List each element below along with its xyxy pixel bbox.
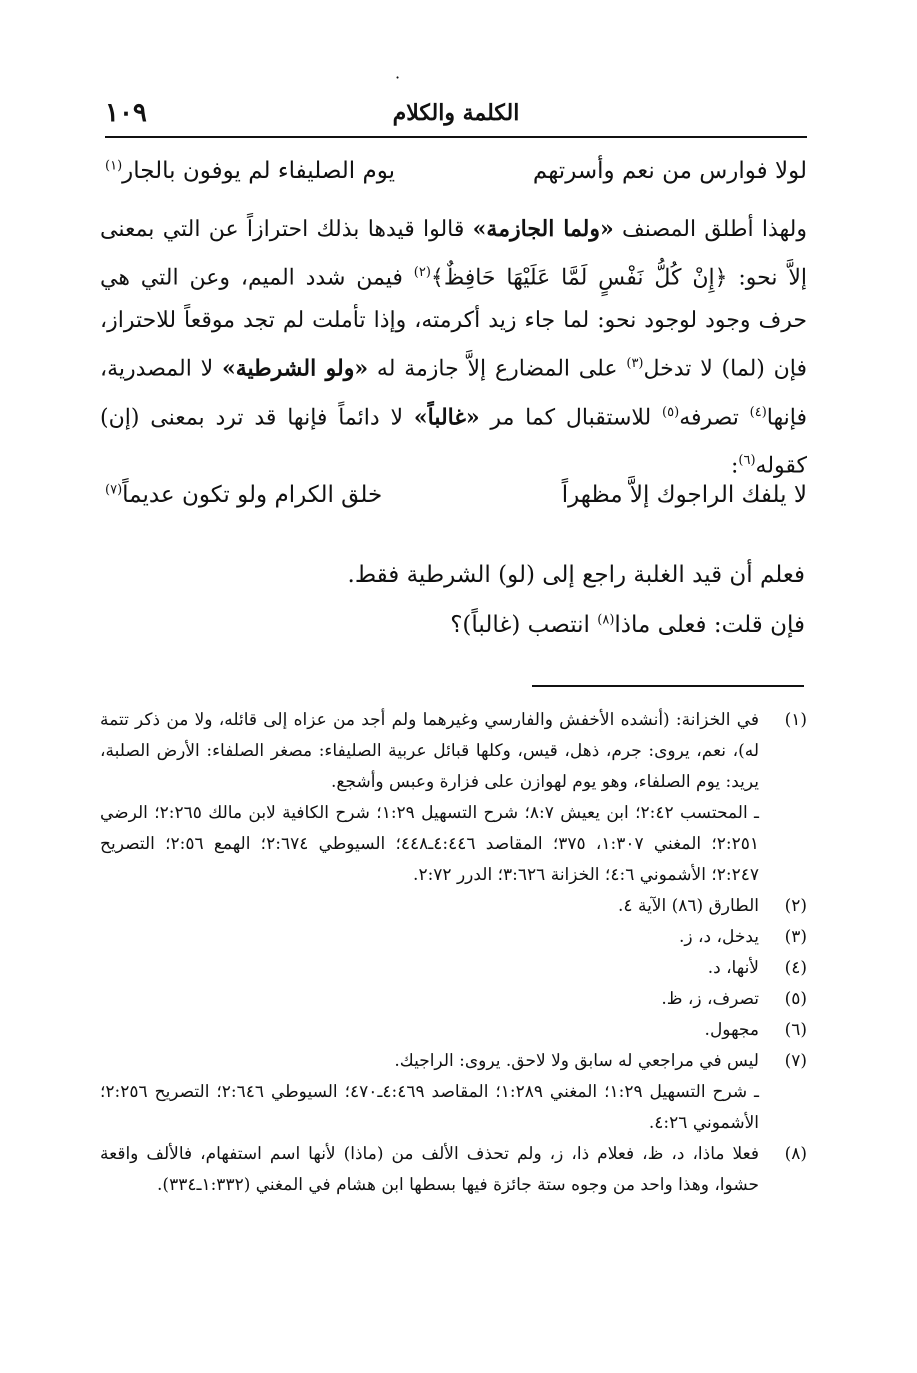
footnote-ref-3: (٣) <box>626 356 644 372</box>
footnote-number: (٦) <box>784 1020 807 1040</box>
verse-1-first-hemistich: لولا فوارس من نعم وأسرتهم <box>532 158 807 184</box>
footnote-1 <box>100 705 807 891</box>
footnote-number: (٨) <box>784 1144 807 1164</box>
footnote-ref-8: (٨) <box>597 612 615 628</box>
bold-term-ghaliban: «غالباً» <box>413 403 480 430</box>
footnote-number: (١) <box>784 710 807 730</box>
footnote-4 <box>100 953 807 984</box>
verse-line-1 <box>105 158 807 184</box>
footnote-ref-5: (٥) <box>662 404 680 420</box>
verse-2-first-hemistich: لا يلفك الراجوك إلاَّ مظهراً <box>561 482 807 508</box>
footnote-text: تصرف، ز، ظ. <box>661 989 759 1009</box>
footnote-number: (٢) <box>784 896 807 916</box>
question-line: فإن قلت: فعلى ماذا$^{(٨)}$ انتصب (غالباً)؟ <box>450 612 805 638</box>
verse-line-2 <box>105 482 807 508</box>
bold-term-lamma: «ولما الجازمة» <box>472 216 614 242</box>
footnote-7 <box>100 1046 807 1139</box>
footnote-text: يدخل، د، ز. <box>678 927 759 947</box>
footnote-text: الطارق (٨٦) الآية ٤. <box>618 896 759 916</box>
footnote-ref-6: (٦) <box>738 452 756 468</box>
footnote-6 <box>100 1015 807 1046</box>
footnote-ref-2: (٢) <box>413 265 431 280</box>
footnote-number: (٤) <box>784 958 807 978</box>
footnote-ref-7: (٧) <box>105 482 123 498</box>
footnote-text: فعلا ماذا، د، ظ، فعلام ذا، ز، ولم تحذف الألف من (ماذا) لأنها اسم استفهام، فالألف واقعة حشوا، وهذا واحد من وجوه ستة جائزة فيها بسطها ابن هشام في المغني (١:٣٣٢ـ٣٣٤). <box>100 1144 759 1195</box>
footnote-text: ليس في مراجعي له سابق ولا لاحق. يروى: الراجيك. ـ شرح التسهيل ١:٢٩؛ المغني ١:٢٨٩؛ المقاصد ٤:٤٦٩ـ٤٧٠؛ السيوطي ٢:٦٤٦؛ التصريح ٢:٢٥٦؛ الأشموني ٤:٢٦. <box>100 1051 759 1133</box>
verse-1-second-hemistich: يوم الصليفاء لم يوفون بالجار$^{(١)}$ <box>105 158 396 184</box>
footnote-3 <box>100 922 807 953</box>
main-paragraph: ولهذا أطلق المصنف «ولما الجازمة» قالوا قيدها بذلك احترازاً عن التي بمعنى إلاَّ نحو: ﴿إِنْ كُلُّ نَفْسٍ لَمَّا عَلَيْهَا حَافِظٌ﴾$^{(٢)}$ فيمن شدد الميم، وعن التي هي حرف وجود لوجود نحو: لما جاء زيد أكرمته، وإذا تأملت لم تجد موقعاً للاحتراز، فإن (لما) لا تدخل$^{(٣)}$ على المضارع إلاَّ جازمة له «ولو الشرطية» لا المصدرية، فإنها$^{(٤)}$ تصرفه$^{(٥)}$ للاستقبال كما مر «غالباً» لا دائماً فإنها قد ترد بمعنى (إن) كقوله$^{(٦)}$: <box>100 216 808 479</box>
footnote-number: (٣) <box>784 927 807 947</box>
footnote-text: في الخزانة: (أنشده الأخفش والفارسي وغيرهما ولم أجد من عزاه إلى قائله، ولا من ذكر تتمة له)، نعم، يروى: جرم، ذهل، قيس، وكلها قبائل عربية الصليفاء: مصغر الصلفاء: الأرض الصلبة، يريد: يوم الصلفاء، وهو يوم لهوازن على فزارة وعبس وأشجع. ـ المحتسب ٢:٤٢؛ ابن يعيش ٨:٧؛ شرح التسهيل ١:٢٩؛ شرح الكافية لابن مالك ٢:٢٦٥؛ الرضي ٢:٢٥١؛ المغني ١:٣٠٧، ٣٧٥؛ المقاصد ٤:٤٤٦ـ٤٤٨؛ السيوطي ٢:٦٧٤؛ الهمع ٢:٥٦؛ التصريح ٢:٢٤٧؛ الأشموني ٤:٦؛ الخزانة ٣:٦٢٦؛ الدرر ٢:٧٢. <box>100 710 759 885</box>
page-header <box>105 68 807 138</box>
conclusion-line: فعلم أن قيد الغلبة راجع إلى (لو) الشرطية فقط. <box>347 562 805 588</box>
footnote-number: (٥) <box>784 989 807 1009</box>
ink-dot: · <box>395 68 401 87</box>
bold-term-law: «ولو الشرطية» <box>221 355 369 382</box>
footnote-ref-1: (١) <box>105 158 123 174</box>
footnote-number: (٧) <box>784 1051 807 1071</box>
footnote-ref-4: (٤) <box>749 404 767 420</box>
footnote-2 <box>100 891 807 922</box>
footnote-separator <box>532 685 804 687</box>
footnotes <box>100 705 807 1201</box>
running-title: الكلمة والكلام <box>392 100 520 126</box>
footnote-text: مجهول. <box>704 1020 759 1040</box>
footnote-8 <box>100 1139 807 1201</box>
footnote-5 <box>100 984 807 1015</box>
footnote-text: لأنها، د. <box>707 958 759 978</box>
page-number: ١٠٩ <box>105 98 147 128</box>
verse-2-second-hemistich: خلق الكرام ولو تكون عديماً$^{(٧)}$ <box>105 482 383 508</box>
